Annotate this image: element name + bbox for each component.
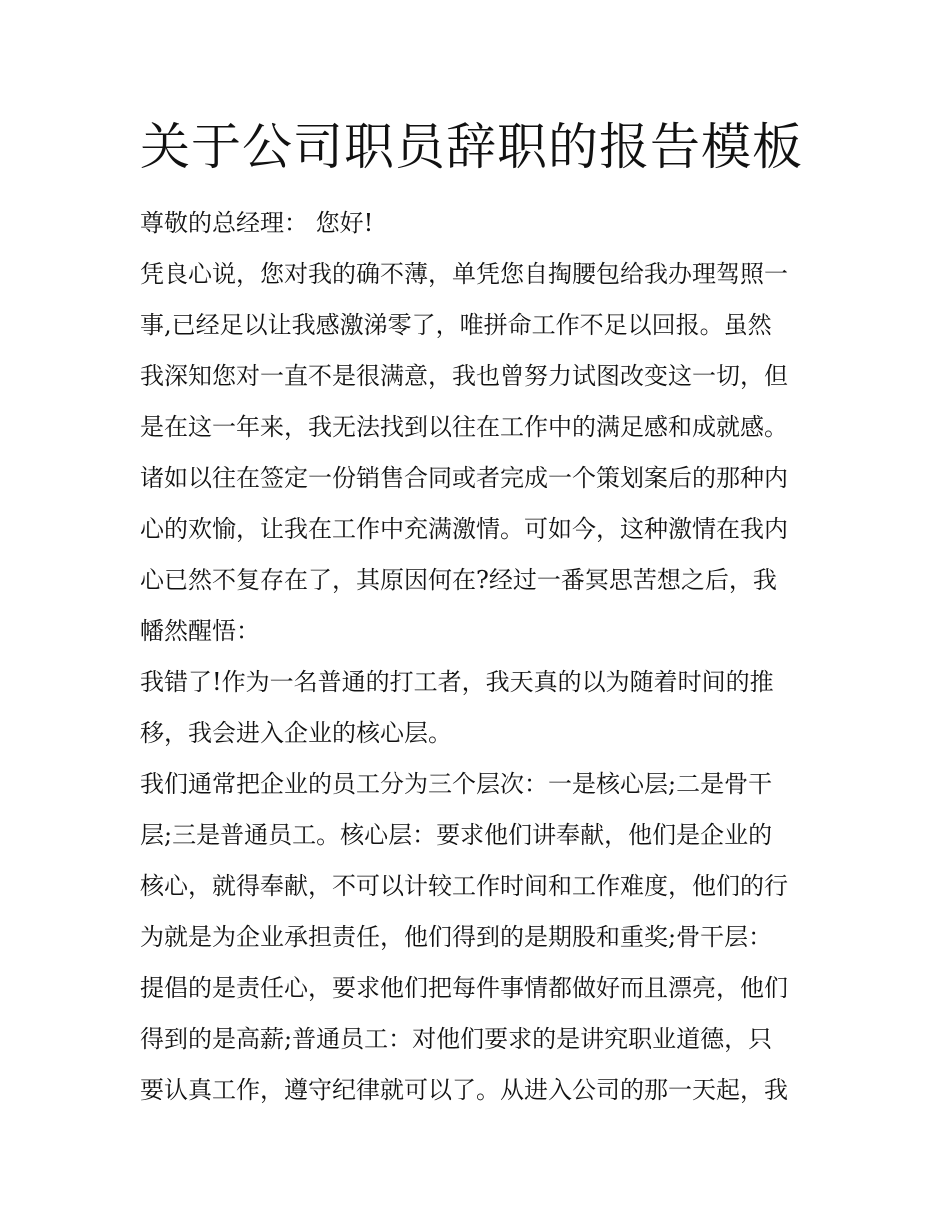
body-line: 心已然不复存在了，其原因何在?经过一番冥思苦想之后，我 (140, 566, 777, 594)
body-line: 诸如以往在签定一份销售合同或者完成一个策划案后的那种内 (140, 464, 788, 492)
document-title: 关于公司职员辞职的报告模板 (140, 118, 803, 176)
body-line: 得到的是高薪;普通员工：对他们要求的是讲究职业道德，只 (140, 1025, 773, 1053)
body-line: 凭良心说，您对我的确不薄，单凭您自掏腰包给我办理驾照一 (140, 260, 788, 288)
body-line: 要认真工作，遵守纪律就可以了。从进入公司的那一天起，我 (140, 1076, 788, 1104)
body-line: 我深知您对一直不是很满意，我也曾努力试图改变这一切，但 (140, 362, 788, 390)
body-line: 我错了!作为一名普通的打工者，我天真的以为随着时间的推 (140, 668, 774, 696)
body-line: 核心，就得奉献，不可以计较工作时间和工作难度，他们的行 (140, 872, 788, 900)
body-line: 提倡的是责任心，要求他们把每件事情都做好而且漂亮，他们 (140, 974, 788, 1002)
body-line: 尊敬的总经理： 您好! (140, 209, 374, 237)
body-line: 层;三是普通员工。核心层：要求他们讲奉献，他们是企业的 (140, 821, 773, 849)
body-line: 幡然醒悟： (140, 617, 260, 645)
body-line: 是在这一年来，我无法找到以往在工作中的满足感和成就感。 (140, 413, 788, 441)
body-line: 我们通常把企业的员工分为三个层次：一是核心层;二是骨干 (140, 770, 773, 798)
document-body (140, 198, 815, 1116)
body-line: 为就是为企业承担责任，他们得到的是期股和重奖;骨干层： (140, 923, 773, 951)
body-line: 事,已经足以让我感激涕零了，唯拼命工作不足以回报。虽然 (140, 311, 772, 339)
body-line: 移，我会进入企业的核心层。 (140, 719, 452, 747)
body-line: 心的欢愉，让我在工作中充满激情。可如今，这种激情在我内 (140, 515, 788, 543)
